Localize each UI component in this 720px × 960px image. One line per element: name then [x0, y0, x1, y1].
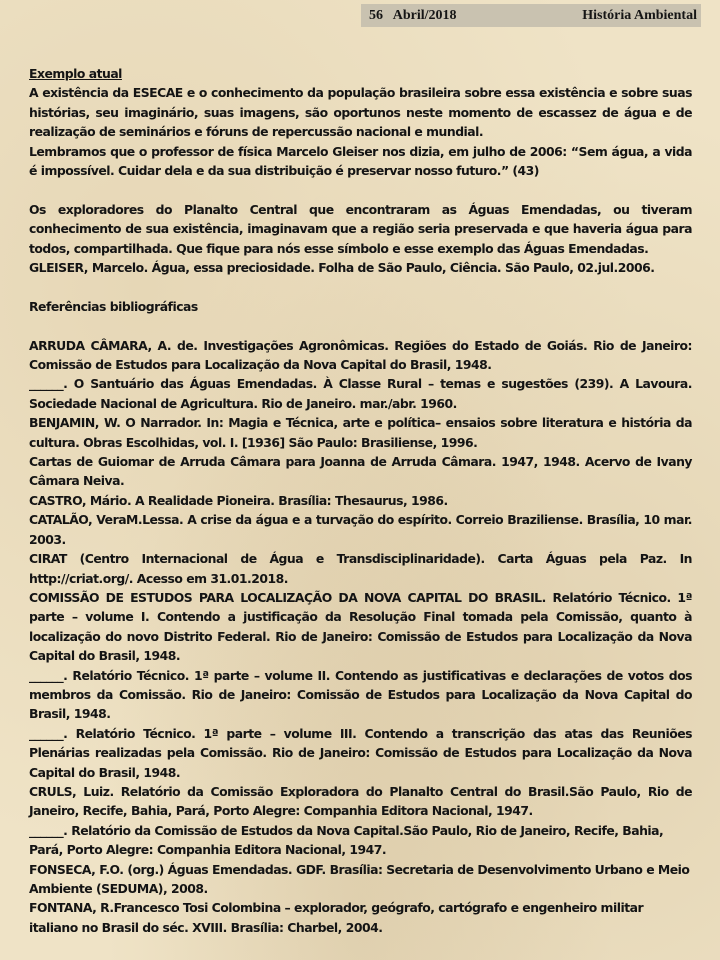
- header-issue: [369, 8, 457, 24]
- reference-item: BENJAMIN, W. O Narrador. In: Magia e Técnica, arte e política– ensaios sobre literatura e história da cultura. Obras Escolhidas, vol. I. [1936] São Paulo: Brasiliense, 1996.: [29, 415, 692, 450]
- reference-item: ______. Relatório da Comissão de Estudos da Nova Capital.São Paulo, Rio de Janeiro, Recife, Bahia, Pará, Porto Alegre: Companhia Editora Nacional, 1947.: [29, 822, 664, 858]
- reference-item: FONSECA, F.O. (org.) Águas Emendadas. GDF. Brasília: Secretaria de Desenvolvimento Urbano e Meio Ambiente (SEDUMA), 2008.: [29, 861, 690, 897]
- issue-date: Abril/2018: [392, 7, 457, 23]
- example-paragraph-3: Os exploradores do Planalto Central que encontraram as Águas Emendadas, ou tiveram conhecimento de sua existência, imaginavam que a região seria preservada e que haveria água para todos, compartilhada. Que fique para nós esse símbolo e esse exemplo das Águas Emendadas.: [29, 201, 692, 256]
- reference-item: ______. Relatório Técnico. 1ª parte – volume III. Contendo a transcrição das atas das Reuniões Plenárias realizadas pela Comissão. Rio de Janeiro: Comissão de Estudos para Localização da Nova Capital do Brasil, 1948.: [29, 725, 692, 780]
- reference-item: COMISSÃO DE ESTUDOS PARA LOCALIZAÇÃO DA NOVA CAPITAL DO BRASIL. Relatório Técnico. 1ª parte – volume I. Contendo a justificação da Resolução Final tomada pela Comissão, quanto à localização do novo Distrito Federal. Rio de Janeiro: Comissão de Estudos para Localização da Nova Capital do Brasil, 1948.: [29, 589, 692, 664]
- reference-item: FONTANA, R.Francesco Tosi Colombina – explorador, geógrafo, cartógrafo e engenheiro militar italiano no Brasil do séc. XVIII. Brasília: Charbel, 2004.: [29, 900, 644, 935]
- reference-list: [29, 336, 692, 938]
- gleiser-prefix: GLEISER, Marcelo. Água, essa preciosidade.: [29, 260, 319, 276]
- reference-item: Cartas de Guiomar de Arruda Câmara para Joanna de Arruda Câmara. 1947, 1948. Acervo de Ivany Câmara Neiva.: [29, 454, 692, 489]
- reference-item: ______. O Santuário das Águas Emendadas. À Classe Rural – temas e sugestões (239). A Lavoura. Sociedade Nacional de Agricultura. Rio de Janeiro. mar./abr. 1960.: [29, 376, 692, 411]
- reference-item: CATALÃO, VeraM.Lessa. A crise da água e a turvação do espírito. Correio Braziliense. Brasília, 10 mar. 2003.: [29, 512, 692, 547]
- page-header: [361, 4, 701, 27]
- reference-item: ARRUDA CÂMARA, A. de. Investigações Agronômicas. Regiões do Estado de Goiás. Rio de Janeiro: Comissão de Estudos para Localização da Nova Capital do Brasil, 1948.: [29, 337, 692, 373]
- example-paragraph-2: Lembramos que o professor de física Marcelo Gleiser nos dizia, em julho de 2006: “Sem água, a vida é impossível. Cuidar dela e da sua distribuição é preservar nosso futuro.” (43): [29, 143, 692, 179]
- gleiser-newspaper: Folha de São Paulo: [318, 260, 442, 276]
- reference-item: CRULS, Luiz. Relatório da Comissão Exploradora do Planalto Central do Brasil.São Paulo, Rio de Janeiro, Recife, Bahia, Pará, Porto Alegre: Companhia Editora Nacional, 1947.: [29, 783, 692, 819]
- gleiser-reference: [29, 258, 692, 277]
- example-heading: Exemplo atual: [29, 66, 122, 81]
- reference-item: ______. Relatório Técnico. 1ª parte – volume II. Contendo as justificativas e declarações de votos dos membros da Comissão. Rio de Janeiro: Comissão de Estudos para Localização da Nova Capital do Brasil, 1948.: [29, 667, 692, 722]
- page-body: [29, 64, 692, 937]
- section-title: História Ambiental: [582, 7, 697, 23]
- page-number: 56: [369, 7, 383, 23]
- references-heading: Referências bibliográficas: [29, 298, 198, 314]
- reference-item: CIRAT (Centro Internacional de Água e Transdisciplinaridade). Carta Águas pela Paz. In http://criat.org/. Acesso em 31.01.2018.: [29, 551, 692, 586]
- example-paragraph-1: A existência da ESECAE e o conhecimento da população brasileira sobre essa existência e sobre suas histórias, seu imaginário, suas imagens, são oportunos neste momento de escassez de água e de realização de seminários e fóruns de repercussão nacional e mundial.: [29, 85, 692, 140]
- reference-item: CASTRO, Mário. A Realidade Pioneira. Brasília: Thesaurus, 1986.: [29, 492, 448, 508]
- gleiser-suffix: , Ciência. São Paulo, 02.jul.2006.: [441, 260, 655, 276]
